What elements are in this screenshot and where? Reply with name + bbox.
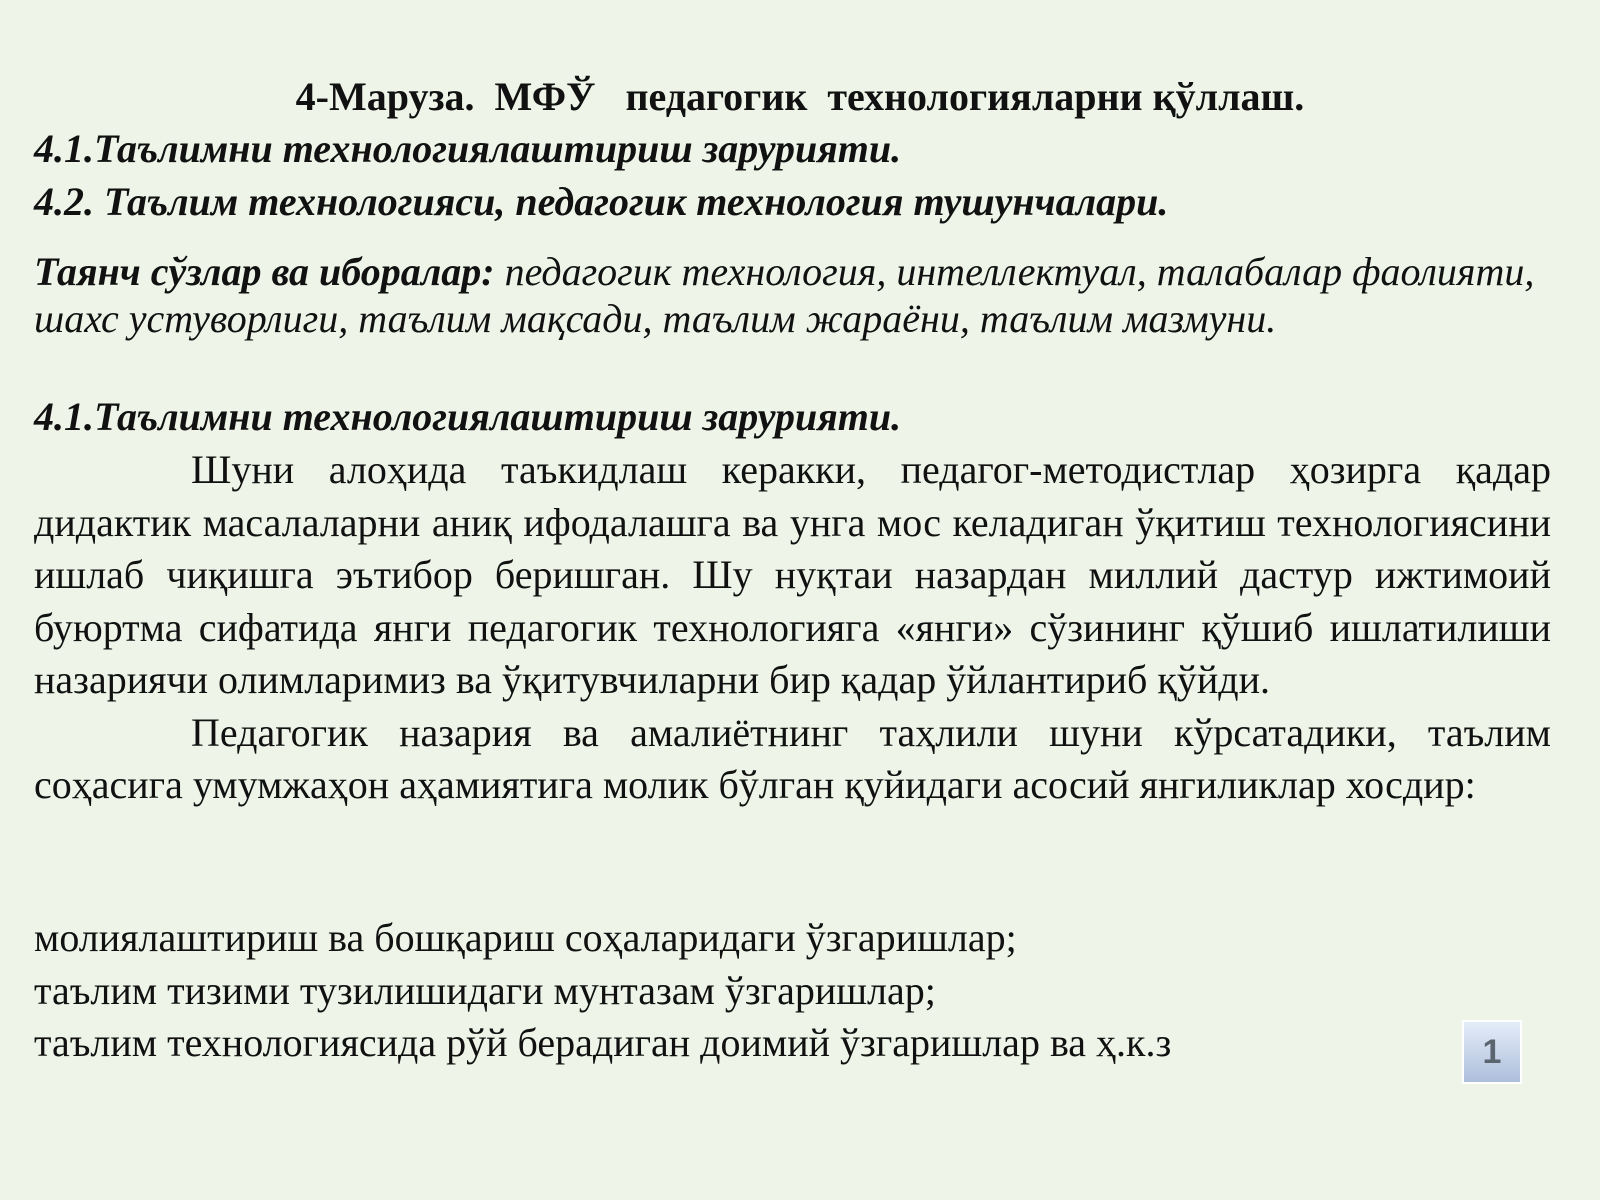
paragraph-1: Шуни алоҳида таъкидлаш керакки, педагог-методистлар ҳозирга қадар дидактик масалаларни аниқ ифодалашга ва унга мос келадиган ўқитиш технологиясини ишлаб чиқишга эътибор беришган. Шу нуқтаи назардан миллий дастур ижтимоий буюртма сифатида янги педагогик технологияга «янги» сўзининг қўшиб ишлатилиши назариячи олимларимиз ва ўқитувчиларни бир қадар ўйлантириб қўйди. bbox=[34, 447, 1551, 702]
change-list bbox=[34, 912, 1171, 1070]
outline-item-2: 4.2. Таълим технологияси, педагогик технология тушунчалари. bbox=[34, 179, 1169, 224]
keywords-text: педагогик технология, интеллектуал, талабалар фаолияти, шахс устуворлиги, таълим мақсади, таълим жараёни, таълим мазмуни. bbox=[34, 249, 1535, 341]
page-number-badge: 1 bbox=[1462, 1020, 1522, 1084]
keywords-block bbox=[34, 248, 1554, 342]
slide-title: 4-Маруза. МФЎ педагогик технологияларни қўллаш. bbox=[295, 74, 1305, 119]
body-text bbox=[34, 444, 1551, 812]
keywords-label: Таянч сўзлар ва иборалар: bbox=[34, 249, 495, 294]
paragraph-2: Педагогик назария ва амалиётнинг таҳлили шуни кўрсатадики, таълим соҳасига умумжаҳон аҳамиятига молик бўлган қуйидаги асосий янгиликлар хосдир: bbox=[34, 709, 1551, 807]
list-item: молиялаштириш ва бошқариш соҳаларидаги ўзгаришлар; bbox=[34, 915, 1017, 960]
outline-item-1: 4.1.Таълимни технологиялаштириш зарурияти. bbox=[34, 126, 902, 171]
list-item: таълим технологиясида рўй берадиган доимий ўзгаришлар ва ҳ.к.з bbox=[34, 1020, 1172, 1065]
section-heading: 4.1.Таълимни технологиялаштириш зарурияти. bbox=[34, 394, 902, 439]
list-item: таълим тизими тузилишидаги мунтазам ўзгаришлар; bbox=[34, 967, 936, 1013]
